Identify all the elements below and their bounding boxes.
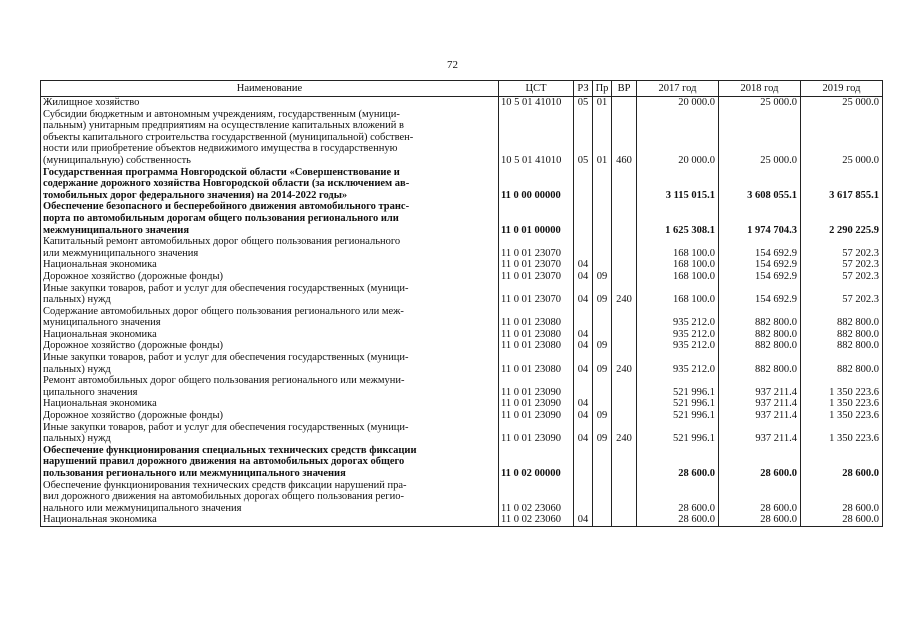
cell-2017: 28 600.0: [637, 514, 719, 526]
cell-name: Иные закупки товаров, работ и услуг для обеспечения государственных (муници- пальных) нужд: [41, 283, 499, 306]
cell-name: Содержание автомобильных дорог общего пользования регионального или меж- муниципального значения: [41, 306, 499, 329]
cell-vr: [612, 329, 637, 341]
cell-2019: 57 202.3: [801, 236, 883, 259]
cell-vr: [612, 340, 637, 352]
cell-name: Национальная экономика: [41, 329, 499, 341]
cell-pr: 01: [593, 97, 612, 109]
cell-2019: 57 202.3: [801, 283, 883, 306]
cell-cst: 11 0 01 23080: [499, 329, 574, 341]
budget-table: [40, 80, 883, 527]
cell-vr: 240: [612, 422, 637, 445]
header-vr: ВР: [612, 81, 637, 97]
cell-vr: [612, 259, 637, 271]
cell-vr: [612, 445, 637, 480]
table-row: [41, 329, 883, 341]
table-row: [41, 398, 883, 410]
cell-2019: 2 290 225.9: [801, 201, 883, 236]
cell-cst: 11 0 01 23080: [499, 352, 574, 375]
cell-2018: 937 211.4: [719, 410, 801, 422]
cell-vr: [612, 398, 637, 410]
table-row: [41, 236, 883, 259]
cell-name: Ремонт автомобильных дорог общего пользования регионального или межмуни- ципального значения: [41, 375, 499, 398]
cell-2019: 28 600.0: [801, 480, 883, 515]
cell-2017: 168 100.0: [637, 236, 719, 259]
cell-2017: 521 996.1: [637, 422, 719, 445]
cell-2017: 935 212.0: [637, 306, 719, 329]
cell-cst: 11 0 01 23090: [499, 422, 574, 445]
cell-rz: 04: [574, 271, 593, 283]
cell-2018: 28 600.0: [719, 445, 801, 480]
cell-rz: 04: [574, 340, 593, 352]
cell-name: Обеспечение функционирования специальных технических средств фиксации нарушений правил дорожного движения на автомобильных дорогах общего пользования регионального или межмуниципального значения: [41, 445, 499, 480]
cell-rz: [574, 236, 593, 259]
cell-2019: 3 617 855.1: [801, 167, 883, 202]
cell-cst: 11 0 01 23070: [499, 259, 574, 271]
cell-pr: [593, 201, 612, 236]
cell-pr: [593, 306, 612, 329]
cell-pr: 09: [593, 340, 612, 352]
header-2017: 2017 год: [637, 81, 719, 97]
cell-2017: 28 600.0: [637, 445, 719, 480]
cell-2019: 882 800.0: [801, 340, 883, 352]
cell-cst: 11 0 01 23090: [499, 375, 574, 398]
cell-rz: 05: [574, 109, 593, 167]
cell-rz: [574, 445, 593, 480]
cell-rz: 04: [574, 352, 593, 375]
cell-vr: [612, 514, 637, 526]
cell-2017: 168 100.0: [637, 259, 719, 271]
cell-2018: 28 600.0: [719, 480, 801, 515]
cell-name: Жилищное хозяйство: [41, 97, 499, 109]
cell-cst: 11 0 01 23070: [499, 271, 574, 283]
cell-rz: 04: [574, 259, 593, 271]
cell-name: Дорожное хозяйство (дорожные фонды): [41, 410, 499, 422]
cell-rz: [574, 167, 593, 202]
cell-cst: 11 0 01 23080: [499, 306, 574, 329]
cell-pr: [593, 398, 612, 410]
table-row: [41, 352, 883, 375]
cell-pr: [593, 445, 612, 480]
cell-2018: 25 000.0: [719, 97, 801, 109]
cell-2019: 1 350 223.6: [801, 410, 883, 422]
cell-2019: 57 202.3: [801, 271, 883, 283]
table-body: [41, 97, 883, 527]
table-row: [41, 259, 883, 271]
cell-name: Дорожное хозяйство (дорожные фонды): [41, 340, 499, 352]
cell-2017: 168 100.0: [637, 283, 719, 306]
cell-name: Иные закупки товаров, работ и услуг для обеспечения государственных (муници- пальных) нужд: [41, 422, 499, 445]
cell-rz: [574, 480, 593, 515]
cell-vr: [612, 306, 637, 329]
cell-vr: [612, 480, 637, 515]
cell-name: Субсидии бюджетным и автономным учреждениям, государственным (муници- пальным) унитарным предприятиям на осуществление капитальных вложений в объекты капитального строительства государственной (муниципальной) собствен- ности или приобретение объектов недвижимого имущества в государственную (муниципальную) собственность: [41, 109, 499, 167]
cell-2018: 154 692.9: [719, 283, 801, 306]
cell-pr: 09: [593, 410, 612, 422]
cell-2017: 935 212.0: [637, 329, 719, 341]
table-row: [41, 340, 883, 352]
cell-2019: 1 350 223.6: [801, 375, 883, 398]
cell-pr: [593, 167, 612, 202]
cell-vr: [612, 410, 637, 422]
cell-vr: 240: [612, 283, 637, 306]
cell-name: Обеспечение функционирования технических средств фиксации нарушений пра- вил дорожного движения на автомобильных дорогах общего пользования регио- нального или межмуниципального значения: [41, 480, 499, 515]
cell-vr: [612, 236, 637, 259]
cell-2017: 935 212.0: [637, 340, 719, 352]
cell-2018: 3 608 055.1: [719, 167, 801, 202]
table-row: [41, 480, 883, 515]
cell-cst: 11 0 01 23080: [499, 340, 574, 352]
cell-2019: 25 000.0: [801, 109, 883, 167]
cell-2019: 28 600.0: [801, 514, 883, 526]
cell-2018: 937 211.4: [719, 398, 801, 410]
cell-name: Капитальный ремонт автомобильных дорог общего пользования регионального или межмуниципального значения: [41, 236, 499, 259]
cell-vr: [612, 271, 637, 283]
cell-2019: 1 350 223.6: [801, 398, 883, 410]
cell-pr: [593, 259, 612, 271]
cell-cst: 11 0 02 23060: [499, 514, 574, 526]
cell-cst: 10 5 01 41010: [499, 109, 574, 167]
cell-vr: [612, 201, 637, 236]
cell-vr: 460: [612, 109, 637, 167]
cell-rz: 04: [574, 410, 593, 422]
cell-vr: [612, 97, 637, 109]
cell-2017: 3 115 015.1: [637, 167, 719, 202]
header-2018: 2018 год: [719, 81, 801, 97]
table-row: [41, 445, 883, 480]
cell-pr: 01: [593, 109, 612, 167]
cell-name: Национальная экономика: [41, 514, 499, 526]
cell-2019: 28 600.0: [801, 445, 883, 480]
cell-rz: [574, 306, 593, 329]
table-row: [41, 306, 883, 329]
cell-cst: 11 0 02 23060: [499, 480, 574, 515]
cell-2018: 937 211.4: [719, 422, 801, 445]
table-row: [41, 271, 883, 283]
cell-2018: 1 974 704.3: [719, 201, 801, 236]
cell-pr: 09: [593, 283, 612, 306]
cell-2019: 882 800.0: [801, 329, 883, 341]
cell-2018: 882 800.0: [719, 340, 801, 352]
cell-2019: 1 350 223.6: [801, 422, 883, 445]
cell-pr: [593, 329, 612, 341]
cell-rz: [574, 201, 593, 236]
cell-rz: [574, 375, 593, 398]
cell-2018: 28 600.0: [719, 514, 801, 526]
cell-2017: 20 000.0: [637, 97, 719, 109]
cell-name: Национальная экономика: [41, 398, 499, 410]
table-row: [41, 422, 883, 445]
cell-2018: 154 692.9: [719, 236, 801, 259]
table-row: [41, 201, 883, 236]
cell-pr: 09: [593, 271, 612, 283]
cell-2018: 154 692.9: [719, 259, 801, 271]
cell-2017: 1 625 308.1: [637, 201, 719, 236]
cell-2019: 882 800.0: [801, 306, 883, 329]
cell-name: Национальная экономика: [41, 259, 499, 271]
table-row: [41, 514, 883, 526]
cell-rz: 04: [574, 398, 593, 410]
cell-2019: 882 800.0: [801, 352, 883, 375]
cell-2017: 28 600.0: [637, 480, 719, 515]
cell-cst: 11 0 02 00000: [499, 445, 574, 480]
cell-vr: [612, 167, 637, 202]
cell-cst: 11 0 00 00000: [499, 167, 574, 202]
table-row: [41, 410, 883, 422]
cell-pr: 09: [593, 422, 612, 445]
cell-rz: 04: [574, 422, 593, 445]
cell-2018: 882 800.0: [719, 352, 801, 375]
cell-2018: 937 211.4: [719, 375, 801, 398]
table-row: [41, 375, 883, 398]
cell-cst: 11 0 01 23090: [499, 398, 574, 410]
header-pr: Пр: [593, 81, 612, 97]
table-row: [41, 167, 883, 202]
cell-name: Дорожное хозяйство (дорожные фонды): [41, 271, 499, 283]
cell-vr: [612, 375, 637, 398]
cell-vr: 240: [612, 352, 637, 375]
header-name: Наименование: [41, 81, 499, 97]
cell-2019: 25 000.0: [801, 97, 883, 109]
page-number: 72: [447, 59, 458, 71]
cell-cst: 11 0 01 23070: [499, 236, 574, 259]
table-row: [41, 283, 883, 306]
cell-2017: 935 212.0: [637, 352, 719, 375]
header-rz: РЗ: [574, 81, 593, 97]
cell-pr: [593, 375, 612, 398]
cell-rz: 04: [574, 329, 593, 341]
cell-name: Иные закупки товаров, работ и услуг для обеспечения государственных (муници- пальных) нужд: [41, 352, 499, 375]
header-2019: 2019 год: [801, 81, 883, 97]
table-row: [41, 109, 883, 167]
cell-pr: 09: [593, 352, 612, 375]
cell-name: Обеспечение безопасного и бесперебойного движения автомобильного транс- порта по автомобильным дорогам общего пользования регионального или межмуниципального значения: [41, 201, 499, 236]
cell-2017: 20 000.0: [637, 109, 719, 167]
header-cst: ЦСТ: [499, 81, 574, 97]
cell-2018: 882 800.0: [719, 329, 801, 341]
cell-name: Государственная программа Новгородской области «Совершенствование и содержание дорожного хозяйства Новгородской области (за исключением ав- томобильных дорог федерального значения) на 2014-2022 годы»: [41, 167, 499, 202]
cell-pr: [593, 236, 612, 259]
cell-pr: [593, 480, 612, 515]
cell-2017: 521 996.1: [637, 398, 719, 410]
table-row: [41, 97, 883, 109]
cell-cst: 11 0 01 00000: [499, 201, 574, 236]
cell-cst: 11 0 01 23090: [499, 410, 574, 422]
cell-rz: 04: [574, 283, 593, 306]
cell-2018: 154 692.9: [719, 271, 801, 283]
cell-2018: 882 800.0: [719, 306, 801, 329]
table-header-row: [41, 81, 883, 97]
cell-2019: 57 202.3: [801, 259, 883, 271]
cell-2017: 521 996.1: [637, 375, 719, 398]
cell-2017: 521 996.1: [637, 410, 719, 422]
cell-2017: 168 100.0: [637, 271, 719, 283]
cell-pr: [593, 514, 612, 526]
cell-cst: 10 5 01 41010: [499, 97, 574, 109]
cell-cst: 11 0 01 23070: [499, 283, 574, 306]
cell-rz: 04: [574, 514, 593, 526]
cell-rz: 05: [574, 97, 593, 109]
cell-2018: 25 000.0: [719, 109, 801, 167]
